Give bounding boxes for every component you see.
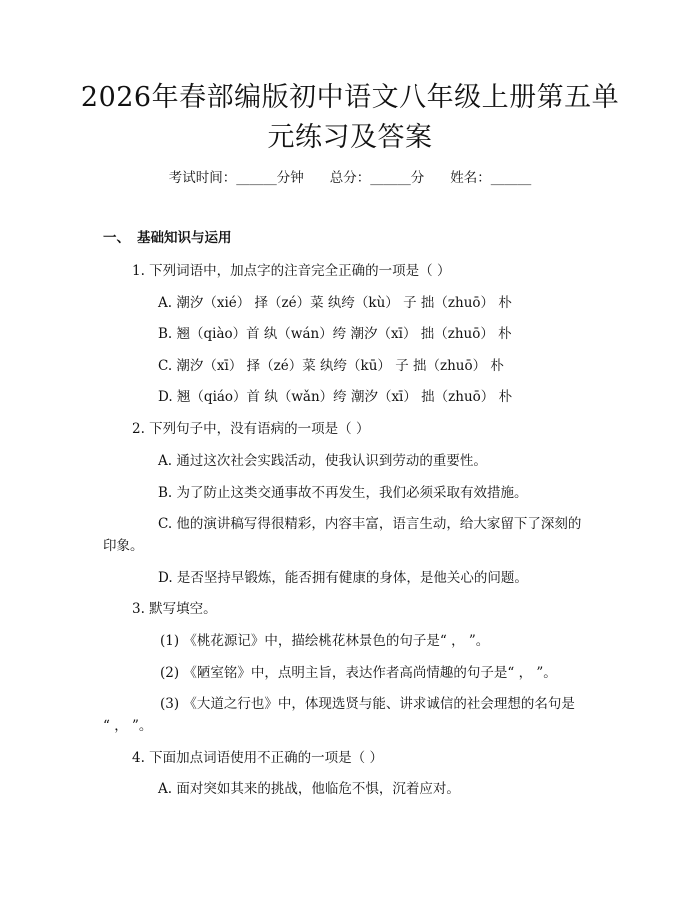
question-3-item-2: (2) 《陋室铭》中，点明主旨，表达作者高尚情趣的句子是“ ， ”。 [160, 665, 557, 681]
question-3-item-1: (1) 《桃花源记》中，描绘桃花林景色的句子是“ ， ”。 [160, 633, 490, 649]
document-title [80, 78, 620, 158]
section-heading [103, 228, 232, 248]
question-2-option-b: B. 为了防止这类交通事故不再发生，我们必须采取有效措施。 [158, 485, 528, 501]
section-number: 一、 [103, 230, 130, 246]
question-4-stem: 4. 下面加点词语使用不正确的一项是（ ） [132, 750, 383, 766]
question-2-stem: 2. 下列句子中，没有语病的一项是（ ） [132, 421, 370, 437]
student-name: 姓名：______ [450, 170, 532, 186]
question-2-option-a: A. 通过这次社会实践活动，使我认识到劳动的重要性。 [158, 453, 487, 469]
total-score: 总分：______分 [329, 170, 425, 186]
section-title: 基础知识与运用 [137, 230, 232, 246]
question-1-option-d: D. 翘（qiáo）首 纨（wǎn）绔 潮汐（xī） 拙（zhuō） 朴 [158, 389, 513, 405]
question-2-option-d: D. 是否坚持早锻炼，能否拥有健康的身体，是他关心的问题。 [158, 570, 528, 586]
title-line-1: 2026年春部编版初中语文八年级上册第五单 [80, 82, 620, 113]
question-1-option-a: A. 潮汐（xié） 择（zé）菜 纨绔（kù） 子 拙（zhuō） 朴 [158, 295, 512, 311]
question-3-item-3: (3) 《大道之行也》中，体现选贤与能、讲求诚信的社会理想的名句是 [160, 696, 575, 712]
question-3-item-3-continued: “ ， ”。 [103, 718, 153, 734]
exam-time: 考试时间：______分钟 [168, 170, 304, 186]
question-1-stem: 1. 下列词语中，加点字的注音完全正确的一项是（ ） [132, 263, 451, 279]
question-4-option-a: A. 面对突如其来的挑战，他临危不惧，沉着应对。 [158, 781, 460, 797]
question-2-option-c-continued: 印象。 [103, 538, 144, 554]
question-3-stem: 3. 默写填空。 [132, 601, 217, 617]
question-2-option-c: C. 他的演讲稿写得很精彩，内容丰富，语言生动，给大家留下了深刻的 [158, 516, 582, 532]
exam-info [0, 168, 700, 188]
question-1-option-c: C. 潮汐（xī） 择（zé）菜 纨绔（kū） 子 拙（zhuō） 朴 [158, 358, 504, 374]
title-line-2: 元练习及答案 [267, 122, 433, 153]
question-1-option-b: B. 翘（qiào）首 纨（wán）绔 潮汐（xī） 拙（zhuō） 朴 [158, 326, 512, 342]
